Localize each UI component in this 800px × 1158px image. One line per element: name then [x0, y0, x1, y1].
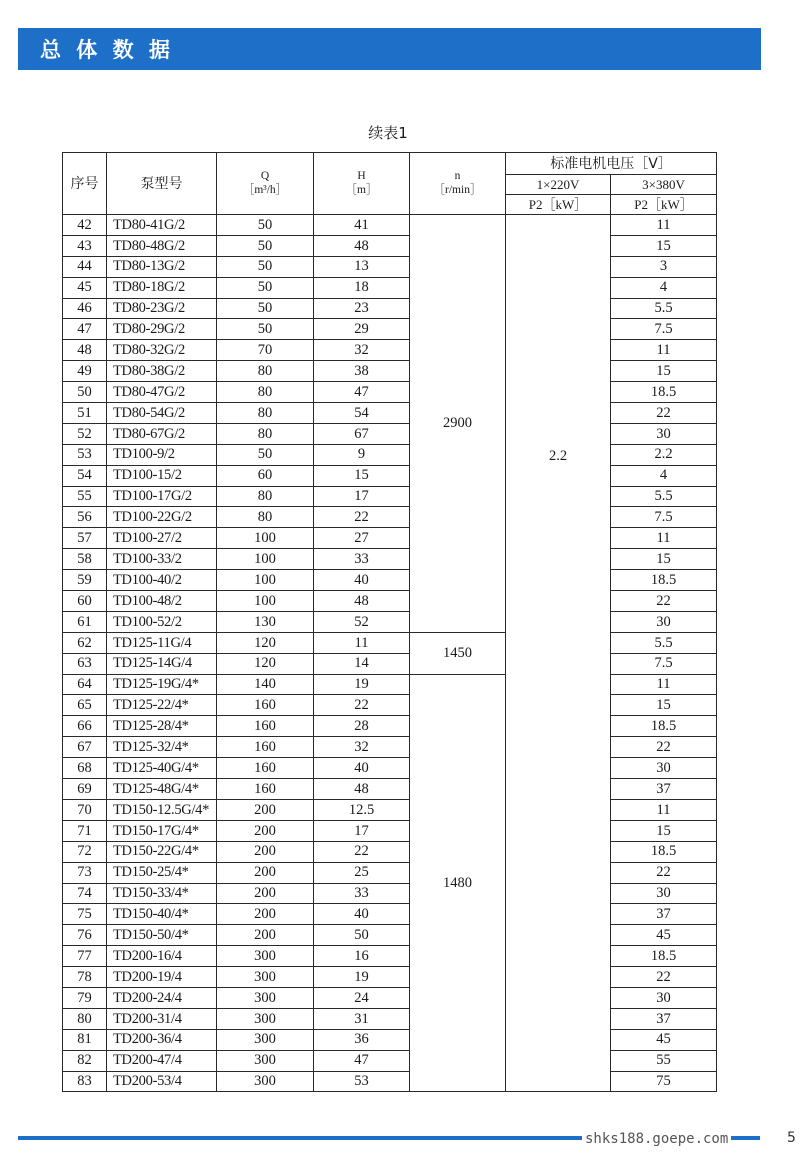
- cell-p2-380: 18.5: [611, 570, 717, 591]
- section-header-bar: [18, 28, 761, 70]
- cell-model: TD200-19/4: [107, 967, 217, 988]
- cell-p2-380: 22: [611, 591, 717, 612]
- table-row: [63, 444, 717, 465]
- cell-q: 100: [217, 570, 314, 591]
- cell-seq: 42: [63, 215, 107, 236]
- cell-h: 9: [314, 444, 410, 465]
- cell-p2-380: 55: [611, 1050, 717, 1071]
- table-row: [63, 967, 717, 988]
- table-row: [63, 653, 717, 674]
- cell-model: TD200-16/4: [107, 946, 217, 967]
- pump-data-table: [62, 152, 717, 1092]
- cell-q: 160: [217, 716, 314, 737]
- cell-h: 22: [314, 507, 410, 528]
- cell-h: 17: [314, 820, 410, 841]
- cell-model: TD100-22G/2: [107, 507, 217, 528]
- table-row: [63, 298, 717, 319]
- table-row: [63, 382, 717, 403]
- header-p2-380: P2［kW］: [611, 195, 717, 215]
- cell-model: TD125-32/4*: [107, 737, 217, 758]
- table-row: [63, 758, 717, 779]
- cell-p2-380: 7.5: [611, 319, 717, 340]
- cell-model: TD100-40/2: [107, 570, 217, 591]
- cell-seq: 76: [63, 925, 107, 946]
- cell-seq: 52: [63, 423, 107, 444]
- cell-q: 100: [217, 528, 314, 549]
- cell-q: 80: [217, 382, 314, 403]
- header-q: [217, 153, 314, 215]
- cell-h: 47: [314, 382, 410, 403]
- cell-h: 33: [314, 883, 410, 904]
- header-n: [410, 153, 506, 215]
- cell-model: TD125-19G/4*: [107, 674, 217, 695]
- cell-h: 41: [314, 215, 410, 236]
- header-q-unit: ［m³/h］: [242, 184, 288, 196]
- cell-model: TD80-29G/2: [107, 319, 217, 340]
- cell-p2-380: 15: [611, 361, 717, 382]
- cell-model: TD150-50/4*: [107, 925, 217, 946]
- cell-q: 100: [217, 549, 314, 570]
- header-v380: 3×380V: [611, 175, 717, 195]
- cell-seq: 60: [63, 591, 107, 612]
- cell-p2-380: 45: [611, 925, 717, 946]
- cell-q: 50: [217, 444, 314, 465]
- cell-q: 300: [217, 946, 314, 967]
- header-seq: 序号: [63, 153, 107, 215]
- cell-h: 36: [314, 1029, 410, 1050]
- table-row: [63, 570, 717, 591]
- cell-p2-380: 18.5: [611, 841, 717, 862]
- table-row: [63, 611, 717, 632]
- table-row: [63, 549, 717, 570]
- cell-seq: 79: [63, 987, 107, 1008]
- cell-model: TD150-17G/4*: [107, 820, 217, 841]
- cell-q: 160: [217, 695, 314, 716]
- cell-p2-380: 5.5: [611, 486, 717, 507]
- cell-p2-380: 5.5: [611, 298, 717, 319]
- table-row: [63, 862, 717, 883]
- cell-p2-380: 5.5: [611, 632, 717, 653]
- cell-q: 160: [217, 737, 314, 758]
- cell-h: 17: [314, 486, 410, 507]
- cell-model: TD80-32G/2: [107, 340, 217, 361]
- cell-q: 140: [217, 674, 314, 695]
- cell-p2-380: 3: [611, 256, 717, 277]
- cell-model: TD100-27/2: [107, 528, 217, 549]
- cell-p2-220-merged: [506, 215, 611, 1092]
- cell-h: 47: [314, 1050, 410, 1071]
- cell-seq: 69: [63, 779, 107, 800]
- cell-seq: 57: [63, 528, 107, 549]
- cell-q: 300: [217, 1050, 314, 1071]
- cell-model: TD100-15/2: [107, 465, 217, 486]
- cell-q: 300: [217, 967, 314, 988]
- table-row: [63, 925, 717, 946]
- cell-seq: 64: [63, 674, 107, 695]
- cell-q: 80: [217, 423, 314, 444]
- cell-speed: 1450: [410, 632, 506, 674]
- cell-h: 28: [314, 716, 410, 737]
- cell-q: 60: [217, 465, 314, 486]
- cell-p2-220-value: 2.2: [548, 447, 568, 464]
- cell-h: 15: [314, 465, 410, 486]
- table-row: [63, 1029, 717, 1050]
- table-row: [63, 674, 717, 695]
- cell-seq: 43: [63, 235, 107, 256]
- cell-h: 48: [314, 235, 410, 256]
- cell-q: 120: [217, 632, 314, 653]
- cell-seq: 44: [63, 256, 107, 277]
- cell-h: 40: [314, 758, 410, 779]
- cell-p2-380: 2.2: [611, 444, 717, 465]
- table-row: [63, 319, 717, 340]
- cell-p2-380: 45: [611, 1029, 717, 1050]
- header-v220: 1×220V: [506, 175, 611, 195]
- cell-q: 80: [217, 361, 314, 382]
- cell-q: 130: [217, 611, 314, 632]
- cell-h: 16: [314, 946, 410, 967]
- cell-p2-380: 11: [611, 215, 717, 236]
- cell-model: TD80-41G/2: [107, 215, 217, 236]
- cell-seq: 70: [63, 799, 107, 820]
- cell-seq: 77: [63, 946, 107, 967]
- table-row: [63, 841, 717, 862]
- header-n-label: n: [454, 169, 461, 182]
- cell-seq: 48: [63, 340, 107, 361]
- table-row: [63, 737, 717, 758]
- cell-q: 100: [217, 591, 314, 612]
- cell-model: TD80-54G/2: [107, 403, 217, 424]
- cell-seq: 75: [63, 904, 107, 925]
- table-row: [63, 1071, 717, 1092]
- cell-model: TD80-47G/2: [107, 382, 217, 403]
- cell-model: TD150-22G/4*: [107, 841, 217, 862]
- cell-model: TD100-48/2: [107, 591, 217, 612]
- table-caption: 续表1: [368, 124, 408, 142]
- cell-h: 54: [314, 403, 410, 424]
- table-body: [63, 215, 717, 1092]
- cell-model: TD80-13G/2: [107, 256, 217, 277]
- cell-p2-380: 15: [611, 235, 717, 256]
- cell-seq: 78: [63, 967, 107, 988]
- cell-seq: 72: [63, 841, 107, 862]
- cell-model: TD125-14G/4: [107, 653, 217, 674]
- cell-seq: 58: [63, 549, 107, 570]
- page-number: 5: [787, 1130, 796, 1146]
- cell-h: 12.5: [314, 799, 410, 820]
- cell-seq: 82: [63, 1050, 107, 1071]
- cell-p2-380: 37: [611, 779, 717, 800]
- cell-h: 33: [314, 549, 410, 570]
- cell-h: 38: [314, 361, 410, 382]
- cell-model: TD200-36/4: [107, 1029, 217, 1050]
- table-row: [63, 799, 717, 820]
- section-title: 总 体 数 据: [40, 38, 174, 62]
- cell-h: 13: [314, 256, 410, 277]
- cell-q: 200: [217, 925, 314, 946]
- table-row: [63, 987, 717, 1008]
- cell-p2-380: 22: [611, 967, 717, 988]
- table-row: [63, 820, 717, 841]
- cell-h: 67: [314, 423, 410, 444]
- cell-seq: 63: [63, 653, 107, 674]
- cell-p2-380: 22: [611, 737, 717, 758]
- cell-p2-380: 7.5: [611, 653, 717, 674]
- table-row: [63, 403, 717, 424]
- cell-seq: 74: [63, 883, 107, 904]
- cell-h: 31: [314, 1008, 410, 1029]
- cell-model: TD80-23G/2: [107, 298, 217, 319]
- table-row: [63, 277, 717, 298]
- cell-q: 300: [217, 987, 314, 1008]
- table-row: [63, 340, 717, 361]
- cell-q: 50: [217, 277, 314, 298]
- cell-h: 32: [314, 737, 410, 758]
- cell-q: 200: [217, 904, 314, 925]
- table-row: [63, 486, 717, 507]
- cell-q: 200: [217, 841, 314, 862]
- table-row: [63, 716, 717, 737]
- cell-h: 23: [314, 298, 410, 319]
- cell-q: 200: [217, 862, 314, 883]
- cell-seq: 45: [63, 277, 107, 298]
- cell-model: TD100-52/2: [107, 611, 217, 632]
- cell-q: 200: [217, 799, 314, 820]
- cell-model: TD125-40G/4*: [107, 758, 217, 779]
- cell-model: TD200-24/4: [107, 987, 217, 1008]
- cell-model: TD200-47/4: [107, 1050, 217, 1071]
- cell-q: 200: [217, 883, 314, 904]
- cell-q: 80: [217, 486, 314, 507]
- table-row: [63, 883, 717, 904]
- cell-h: 32: [314, 340, 410, 361]
- cell-p2-380: 11: [611, 340, 717, 361]
- cell-seq: 55: [63, 486, 107, 507]
- cell-model: TD100-33/2: [107, 549, 217, 570]
- cell-h: 50: [314, 925, 410, 946]
- cell-q: 200: [217, 820, 314, 841]
- cell-p2-380: 4: [611, 277, 717, 298]
- cell-speed: 1480: [410, 674, 506, 1092]
- cell-model: TD125-11G/4: [107, 632, 217, 653]
- cell-p2-380: 22: [611, 862, 717, 883]
- cell-p2-380: 7.5: [611, 507, 717, 528]
- cell-q: 50: [217, 298, 314, 319]
- cell-h: 29: [314, 319, 410, 340]
- cell-model: TD200-31/4: [107, 1008, 217, 1029]
- table-row: [63, 1050, 717, 1071]
- cell-model: TD80-67G/2: [107, 423, 217, 444]
- table-row: [63, 235, 717, 256]
- cell-model: TD150-25/4*: [107, 862, 217, 883]
- cell-model: TD150-12.5G/4*: [107, 799, 217, 820]
- cell-p2-380: 30: [611, 758, 717, 779]
- cell-p2-380: 37: [611, 1008, 717, 1029]
- cell-model: TD125-22/4*: [107, 695, 217, 716]
- cell-p2-380: 4: [611, 465, 717, 486]
- cell-model: TD80-18G/2: [107, 277, 217, 298]
- cell-model: TD80-38G/2: [107, 361, 217, 382]
- table-row: [63, 528, 717, 549]
- cell-model: TD100-17G/2: [107, 486, 217, 507]
- cell-h: 25: [314, 862, 410, 883]
- cell-seq: 83: [63, 1071, 107, 1092]
- cell-seq: 47: [63, 319, 107, 340]
- cell-h: 48: [314, 591, 410, 612]
- cell-h: 40: [314, 570, 410, 591]
- table-row: [63, 904, 717, 925]
- cell-seq: 67: [63, 737, 107, 758]
- cell-h: 40: [314, 904, 410, 925]
- cell-model: TD125-48G/4*: [107, 779, 217, 800]
- cell-seq: 54: [63, 465, 107, 486]
- table-row: [63, 361, 717, 382]
- cell-p2-380: 75: [611, 1071, 717, 1092]
- cell-model: TD125-28/4*: [107, 716, 217, 737]
- cell-q: 80: [217, 507, 314, 528]
- cell-seq: 51: [63, 403, 107, 424]
- cell-p2-380: 15: [611, 549, 717, 570]
- cell-p2-380: 18.5: [611, 946, 717, 967]
- cell-q: 160: [217, 779, 314, 800]
- cell-q: 120: [217, 653, 314, 674]
- cell-p2-380: 11: [611, 528, 717, 549]
- cell-p2-380: 30: [611, 611, 717, 632]
- cell-h: 48: [314, 779, 410, 800]
- cell-h: 19: [314, 674, 410, 695]
- cell-seq: 56: [63, 507, 107, 528]
- cell-p2-380: 18.5: [611, 716, 717, 737]
- cell-seq: 46: [63, 298, 107, 319]
- cell-q: 70: [217, 340, 314, 361]
- table-row: [63, 632, 717, 653]
- cell-q: 300: [217, 1008, 314, 1029]
- cell-q: 50: [217, 215, 314, 236]
- table-row: [63, 946, 717, 967]
- cell-seq: 61: [63, 611, 107, 632]
- header-voltage-group: 标准电机电压［V］: [506, 153, 717, 175]
- cell-seq: 49: [63, 361, 107, 382]
- cell-p2-380: 37: [611, 904, 717, 925]
- cell-p2-380: 30: [611, 423, 717, 444]
- cell-seq: 66: [63, 716, 107, 737]
- cell-model: TD150-40/4*: [107, 904, 217, 925]
- cell-h: 53: [314, 1071, 410, 1092]
- table-row: [63, 695, 717, 716]
- header-h-label: H: [357, 169, 366, 182]
- cell-model: TD100-9/2: [107, 444, 217, 465]
- cell-h: 11: [314, 632, 410, 653]
- table-row: [63, 779, 717, 800]
- cell-p2-380: 18.5: [611, 382, 717, 403]
- cell-q: 160: [217, 758, 314, 779]
- table-row: [63, 423, 717, 444]
- cell-seq: 53: [63, 444, 107, 465]
- cell-q: 50: [217, 319, 314, 340]
- cell-seq: 65: [63, 695, 107, 716]
- cell-seq: 73: [63, 862, 107, 883]
- cell-seq: 59: [63, 570, 107, 591]
- cell-seq: 80: [63, 1008, 107, 1029]
- table-row: [63, 256, 717, 277]
- header-q-label: Q: [260, 169, 270, 182]
- table-row: [63, 591, 717, 612]
- table-row: [63, 465, 717, 486]
- header-h-unit: ［m］: [345, 184, 378, 196]
- cell-q: 300: [217, 1029, 314, 1050]
- cell-model: TD150-33/4*: [107, 883, 217, 904]
- header-p2-220: P2［kW］: [506, 195, 611, 215]
- table-row: [63, 507, 717, 528]
- cell-p2-380: 15: [611, 820, 717, 841]
- table-row: [63, 215, 717, 236]
- cell-h: 24: [314, 987, 410, 1008]
- cell-q: 50: [217, 256, 314, 277]
- cell-p2-380: 11: [611, 674, 717, 695]
- header-model: 泵型号: [107, 153, 217, 215]
- cell-p2-380: 30: [611, 987, 717, 1008]
- cell-p2-380: 30: [611, 883, 717, 904]
- cell-h: 22: [314, 695, 410, 716]
- cell-p2-380: 15: [611, 695, 717, 716]
- cell-h: 22: [314, 841, 410, 862]
- cell-h: 52: [314, 611, 410, 632]
- table-row: [63, 1008, 717, 1029]
- cell-p2-380: 11: [611, 799, 717, 820]
- cell-h: 27: [314, 528, 410, 549]
- cell-q: 50: [217, 235, 314, 256]
- cell-h: 18: [314, 277, 410, 298]
- cell-model: TD200-53/4: [107, 1071, 217, 1092]
- cell-seq: 50: [63, 382, 107, 403]
- cell-seq: 81: [63, 1029, 107, 1050]
- cell-q: 80: [217, 403, 314, 424]
- footer-url: shks188.goepe.com: [582, 1131, 731, 1147]
- cell-p2-380: 22: [611, 403, 717, 424]
- header-n-unit: ［r/min］: [433, 184, 482, 196]
- cell-seq: 71: [63, 820, 107, 841]
- header-h: [314, 153, 410, 215]
- cell-h: 14: [314, 653, 410, 674]
- cell-q: 300: [217, 1071, 314, 1092]
- cell-model: TD80-48G/2: [107, 235, 217, 256]
- cell-seq: 68: [63, 758, 107, 779]
- cell-h: 19: [314, 967, 410, 988]
- cell-speed: 2900: [410, 215, 506, 633]
- cell-seq: 62: [63, 632, 107, 653]
